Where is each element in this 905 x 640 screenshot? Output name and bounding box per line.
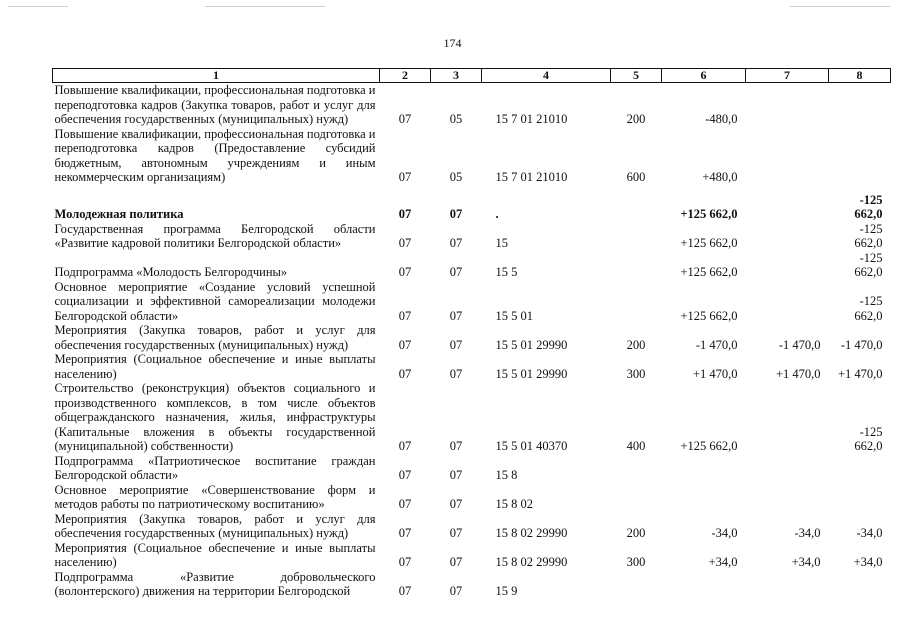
amount-col8 [829, 127, 891, 185]
subsection-code: 07 [449, 236, 463, 250]
expense-type-code [611, 251, 662, 280]
amount-col6: +125 662,0 [680, 236, 738, 250]
amount-col7 [746, 127, 829, 185]
expense-type-code: 200 [626, 112, 646, 126]
subsection-code: 05 [449, 112, 463, 126]
amount-col8: -34,0 [856, 526, 883, 540]
amount-col6: +125 662,0 [680, 265, 738, 279]
table-row [53, 127, 891, 185]
row-name: Подпрограмма «Патриотическое воспитание граждан Белгородской области» [54, 453, 376, 482]
amount-col6 [662, 454, 746, 483]
table-row [53, 454, 891, 483]
section-code: 07 [398, 555, 412, 569]
row-name: Мероприятия (Социальное обеспечение и иные выплаты населению) [54, 540, 376, 569]
section-code: 07 [398, 308, 412, 323]
expense-type-code [611, 483, 662, 512]
expense-type-code: 600 [626, 170, 646, 184]
amount-col8: -125 662,0 [854, 294, 883, 323]
amount-col7 [746, 251, 829, 280]
expense-type-code [611, 185, 662, 222]
section-code: 07 [398, 265, 412, 279]
budget-table [52, 68, 891, 599]
amount-col8: -125 662,0 [854, 192, 883, 221]
expense-type-code: 300 [626, 555, 646, 569]
expense-type-code [611, 454, 662, 483]
row-name: Основное мероприятие «Совершенствование форм и методов работы по патриотическому воспитанию» [54, 482, 376, 511]
section-code: 07 [398, 584, 412, 598]
table-row [53, 185, 891, 222]
table-row [53, 381, 891, 454]
target-article-code: 15 8 02 29990 [495, 555, 568, 569]
amount-col8: -1 470,0 [840, 337, 883, 352]
amount-col8 [829, 454, 891, 483]
subsection-code: 07 [449, 584, 463, 598]
row-name: Повышение квалификации, профессиональная подготовка и переподготовка кадров (Закупка товаров, работ и услуг для обеспечения государственных (муниципальных) нужд) [54, 83, 376, 126]
amount-col6 [662, 570, 746, 599]
table-row [53, 83, 891, 127]
expense-type-code [611, 222, 662, 251]
amount-col8 [829, 570, 891, 599]
subsection-code: 07 [449, 308, 463, 323]
amount-col6: +34,0 [708, 555, 738, 569]
row-name: Строительство (реконструкция) объектов социального и производственного комплексов, в том числе объектов общегражданского назначения, жилья, инфраструктуры (Капитальные вложения в объекты государственной (муниципальной) собственности) [54, 381, 376, 453]
row-name: Молодежная политика [54, 207, 184, 221]
table-row [53, 512, 891, 541]
target-article-code: 15 7 01 21010 [495, 112, 568, 126]
amount-col6: +125 662,0 [680, 439, 738, 453]
row-name: Подпрограмма «Развитие добровольческого (волонтерского) движения на территории Белгородской [54, 569, 376, 598]
scan-edge-line-left [8, 6, 68, 7]
subsection-code: 07 [449, 497, 463, 511]
row-name: Государственная программа Белгородской области «Развитие кадровой политики Белгородской области» [54, 221, 376, 250]
scan-edge-line-right [790, 6, 890, 7]
header-cell: 2 [380, 69, 431, 83]
target-article-code: . [495, 207, 499, 221]
header-cell: 4 [482, 69, 611, 83]
subsection-code: 07 [449, 337, 463, 352]
row-name: Основное мероприятие «Создание условий успешной социализации и эффективной самореализации молодежи Белгородской области» [54, 279, 376, 323]
section-code: 07 [398, 236, 412, 250]
amount-col6 [662, 483, 746, 512]
amount-col8: +1 470,0 [837, 366, 883, 381]
subsection-code: 07 [449, 555, 463, 569]
target-article-code: 15 5 01 [495, 308, 533, 323]
row-name: Повышение квалификации, профессиональная подготовка и переподготовка кадров (Предоставление субсидий бюджетным, автономным учреждениям и иным некоммерческим организациям) [54, 126, 376, 184]
target-article-code: 15 5 [495, 265, 518, 279]
amount-col7: +1 470,0 [775, 366, 821, 381]
target-article-code: 15 7 01 21010 [495, 170, 568, 184]
table-row [53, 483, 891, 512]
amount-col7 [746, 222, 829, 251]
target-article-code: 15 5 01 40370 [495, 439, 568, 453]
table-row [53, 541, 891, 570]
table-row [53, 222, 891, 251]
target-article-code: 15 8 02 [495, 497, 533, 511]
section-code: 07 [398, 497, 412, 511]
table-row [53, 570, 891, 599]
amount-col7 [746, 454, 829, 483]
table-row [53, 352, 891, 381]
target-article-code: 15 8 02 29990 [495, 526, 568, 540]
amount-col7: +34,0 [791, 555, 821, 569]
header-cell: 8 [829, 69, 891, 83]
amount-col7 [746, 280, 829, 324]
amount-col7: -1 470,0 [778, 337, 821, 352]
amount-col8 [829, 483, 891, 512]
expense-type-code: 200 [626, 337, 646, 352]
amount-col8 [829, 83, 891, 127]
amount-col6: +1 470,0 [692, 366, 738, 381]
amount-col7 [746, 83, 829, 127]
amount-col8: -125 662,0 [854, 250, 883, 279]
amount-col7 [746, 570, 829, 599]
target-article-code: 15 5 01 29990 [495, 366, 568, 381]
header-cell: 6 [662, 69, 746, 83]
header-cell: 3 [431, 69, 482, 83]
row-name: Мероприятия (Социальное обеспечение и иные выплаты населению) [54, 352, 376, 381]
section-code: 07 [398, 526, 412, 540]
subsection-code: 05 [449, 170, 463, 184]
subsection-code: 07 [449, 366, 463, 381]
header-cell: 1 [53, 69, 380, 83]
amount-col8: -125 662,0 [854, 424, 883, 453]
target-article-code: 15 9 [495, 584, 518, 598]
row-name: Мероприятия (Закупка товаров, работ и услуг для обеспечения государственных (муниципальных) нужд) [54, 323, 376, 352]
header-cell: 5 [611, 69, 662, 83]
row-name: Мероприятия (Закупка товаров, работ и услуг для обеспечения государственных (муниципальных) нужд) [54, 511, 376, 540]
expense-type-code [611, 280, 662, 324]
expense-type-code [611, 570, 662, 599]
section-code: 07 [398, 207, 412, 221]
section-code: 07 [398, 366, 412, 381]
section-code: 07 [398, 468, 412, 482]
header-row [53, 69, 891, 83]
amount-col6: +125 662,0 [680, 308, 738, 323]
amount-col6: -1 470,0 [695, 337, 738, 352]
target-article-code: 15 5 01 29990 [495, 337, 568, 352]
amount-col7: -34,0 [794, 526, 821, 540]
table-row [53, 280, 891, 324]
amount-col6: -480,0 [705, 112, 738, 126]
expense-type-code: 200 [626, 526, 646, 540]
section-code: 07 [398, 170, 412, 184]
expense-type-code: 400 [626, 439, 646, 453]
section-code: 07 [398, 337, 412, 352]
target-article-code: 15 8 [495, 468, 518, 482]
amount-col8: -125 662,0 [854, 221, 883, 250]
subsection-code: 07 [449, 526, 463, 540]
amount-col7 [746, 381, 829, 454]
amount-col6: +480,0 [702, 170, 738, 184]
scan-edge-line-mid [205, 6, 325, 7]
amount-col6: +125 662,0 [680, 207, 738, 221]
subsection-code: 07 [449, 468, 463, 482]
header-cell: 7 [746, 69, 829, 83]
section-code: 07 [398, 112, 412, 126]
amount-col6: -34,0 [711, 526, 738, 540]
amount-col8: +34,0 [853, 555, 883, 569]
subsection-code: 07 [449, 265, 463, 279]
subsection-code: 07 [449, 207, 463, 221]
expense-type-code: 300 [626, 366, 646, 381]
row-name: Подпрограмма «Молодость Белгородчины» [54, 265, 288, 279]
table-row [53, 251, 891, 280]
page-number: 174 [443, 36, 462, 50]
table-row [53, 323, 891, 352]
amount-col7 [746, 483, 829, 512]
target-article-code: 15 [495, 236, 508, 250]
amount-col7 [746, 185, 829, 222]
subsection-code: 07 [449, 439, 463, 453]
section-code: 07 [398, 439, 412, 453]
